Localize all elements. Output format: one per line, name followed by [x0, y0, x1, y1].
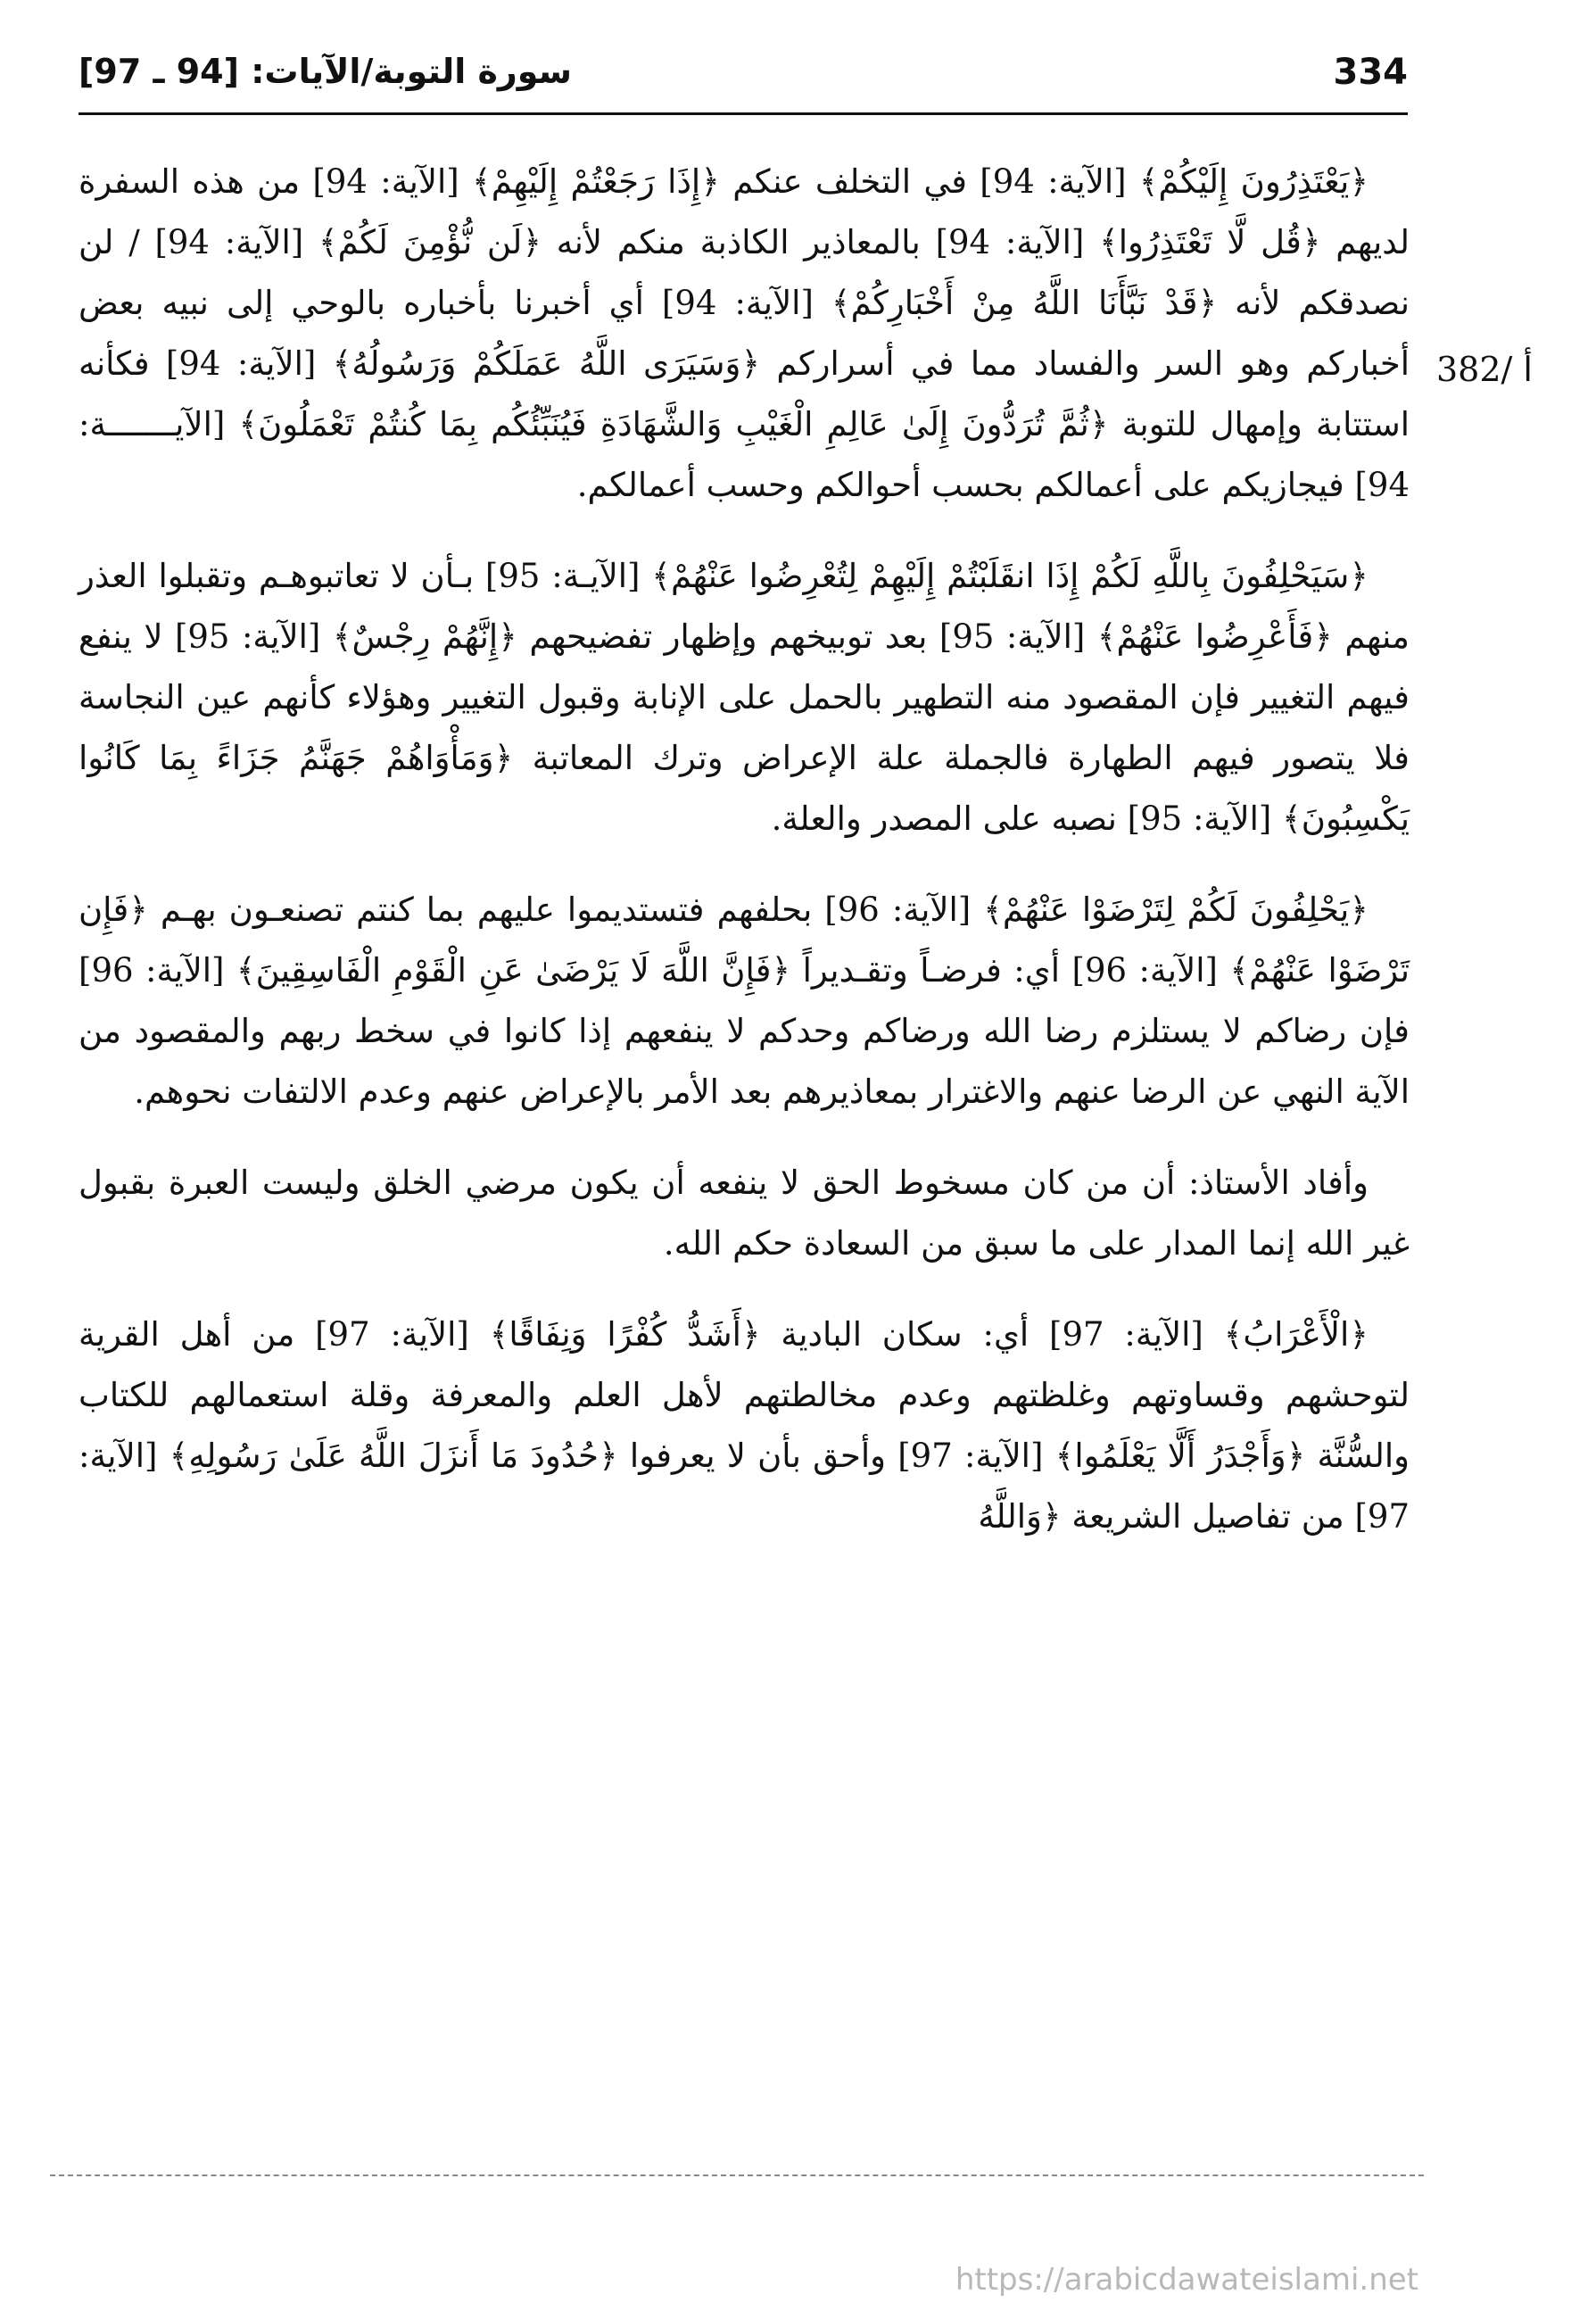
paragraph-teacher-note: وأفاد الأستاذ: أن من كان مسخوط الحق لا ينفعه أن يكون مرضي الخلق وليست العبرة بقبول غير الله إنما المدار على ما سبق من السعادة حكم الله.	[79, 1164, 1410, 1263]
header-rule	[79, 112, 1408, 115]
running-title: سورة التوبة/الآيات: [94 ـ 97]	[79, 52, 572, 91]
paragraph-verse-94: ﴿يَعْتَذِرُونَ إِلَيْكُمْ﴾ [الآية: 94] في التخلف عنكم ﴿إِذَا رَجَعْتُمْ إِلَيْهِمْ﴾ [الآية: 94] من هذه السفرة لديهم ﴿قُل لَّا تَعْتَذِرُوا﴾ [الآية: 94] بالمعاذير الكاذبة منكم لأنه ﴿لَن نُّؤْمِنَ لَكُمْ﴾ [الآية: 94] / لن نصدقكم لأنه ﴿قَدْ نَبَّأَنَا اللَّهُ مِنْ أَخْبَارِكُمْ﴾ [الآية: 94] أي أخبرنا بأخباره بالوحي إلى نبيه بعض أخباركم وهو السر والفساد مما في أسراركم ﴿وَسَيَرَى اللَّهُ عَمَلَكُمْ وَرَسُولُهُ﴾ [الآية: 94] فكأنه استتابة وإمهال للتوبة ﴿ثُمَّ تُرَدُّونَ إِلَىٰ عَالِمِ الْغَيْبِ وَالشَّهَادَةِ فَيُنَبِّئُكُم بِمَا كُنتُمْ تَعْمَلُونَ﴾ [الآيـــــــة: 94] فيجازيكم على أعمالكم بحسب أحوالكم وحسب أعمالكم.	[79, 162, 1410, 504]
margin-manuscript-reference: 382/ أ	[1436, 350, 1533, 389]
page-number: 334	[1333, 52, 1408, 93]
paragraph-verse-97: ﴿الْأَعْرَابُ﴾ [الآية: 97] أي: سكان البادية ﴿أَشَدُّ كُفْرًا وَنِفَاقًا﴾ [الآية: 97] من أهل القرية لتوحشهم وقساوتهم وغلظتهم وعدم مخالطتهم لأهل العلم والمعرفة وقلة استعمالهم للكتاب والسُّنَّة ﴿وَأَجْدَرُ أَلَّا يَعْلَمُوا﴾ [الآية: 97] وأحق بأن لا يعرفوا ﴿حُدُودَ مَا أَنزَلَ اللَّهُ عَلَىٰ رَسُولِهِ﴾ [الآية: 97] من تفاصيل الشريعة ﴿وَاللَّهُ	[79, 1315, 1410, 1536]
tafsir-text	[79, 152, 1410, 1578]
site-watermark: https://arabicdawateislami.net	[955, 2262, 1418, 2298]
page-header	[79, 52, 1408, 105]
paragraph-verse-96: ﴿يَحْلِفُونَ لَكُمْ لِتَرْضَوْا عَنْهُمْ﴾ [الآية: 96] بحلفهم فتستديموا عليهم بما كنتم تصنعـون بهـم ﴿فَإِن تَرْضَوْا عَنْهُمْ﴾ [الآية: 96] أي: فرضـاً وتقـديراً ﴿فَإِنَّ اللَّهَ لَا يَرْضَىٰ عَنِ الْقَوْمِ الْفَاسِقِينَ﴾ [الآية: 96] فإن رضاكم لا يستلزم رضا الله ورضاكم وحدكم لا ينفعهم إذا كانوا في سخط ربهم والمقصود من الآية النهي عن الرضا عنهم والاغترار بمعاذيرهم بعد الأمر بالإعراض عنهم وعدم الالتفات نحوهم.	[79, 890, 1410, 1111]
footnote-divider	[50, 2174, 1424, 2176]
paragraph-verse-95: ﴿سَيَحْلِفُونَ بِاللَّهِ لَكُمْ إِذَا انقَلَبْتُمْ إِلَيْهِمْ لِتُعْرِضُوا عَنْهُمْ﴾ [الآيـة: 95] بـأن لا تعاتبوهـم وتقبلوا العذر منهم ﴿فَأَعْرِضُوا عَنْهُمْ﴾ [الآية: 95] بعد توبيخهم وإظهار تفضيحهم ﴿إِنَّهُمْ رِجْسٌ﴾ [الآية: 95] لا ينفع فيهم التغيير فإن المقصود منه التطهير بالحمل على الإنابة وقبول التغيير وهؤلاء كأنهم عين النجاسة فلا يتصور فيهم الطهارة فالجملة علة الإعراض وترك المعاتبة ﴿وَمَأْوَاهُمْ جَهَنَّمُ جَزَاءً بِمَا كَانُوا يَكْسِبُونَ﴾ [الآية: 95] نصبه على المصدر والعلة.	[79, 557, 1410, 838]
